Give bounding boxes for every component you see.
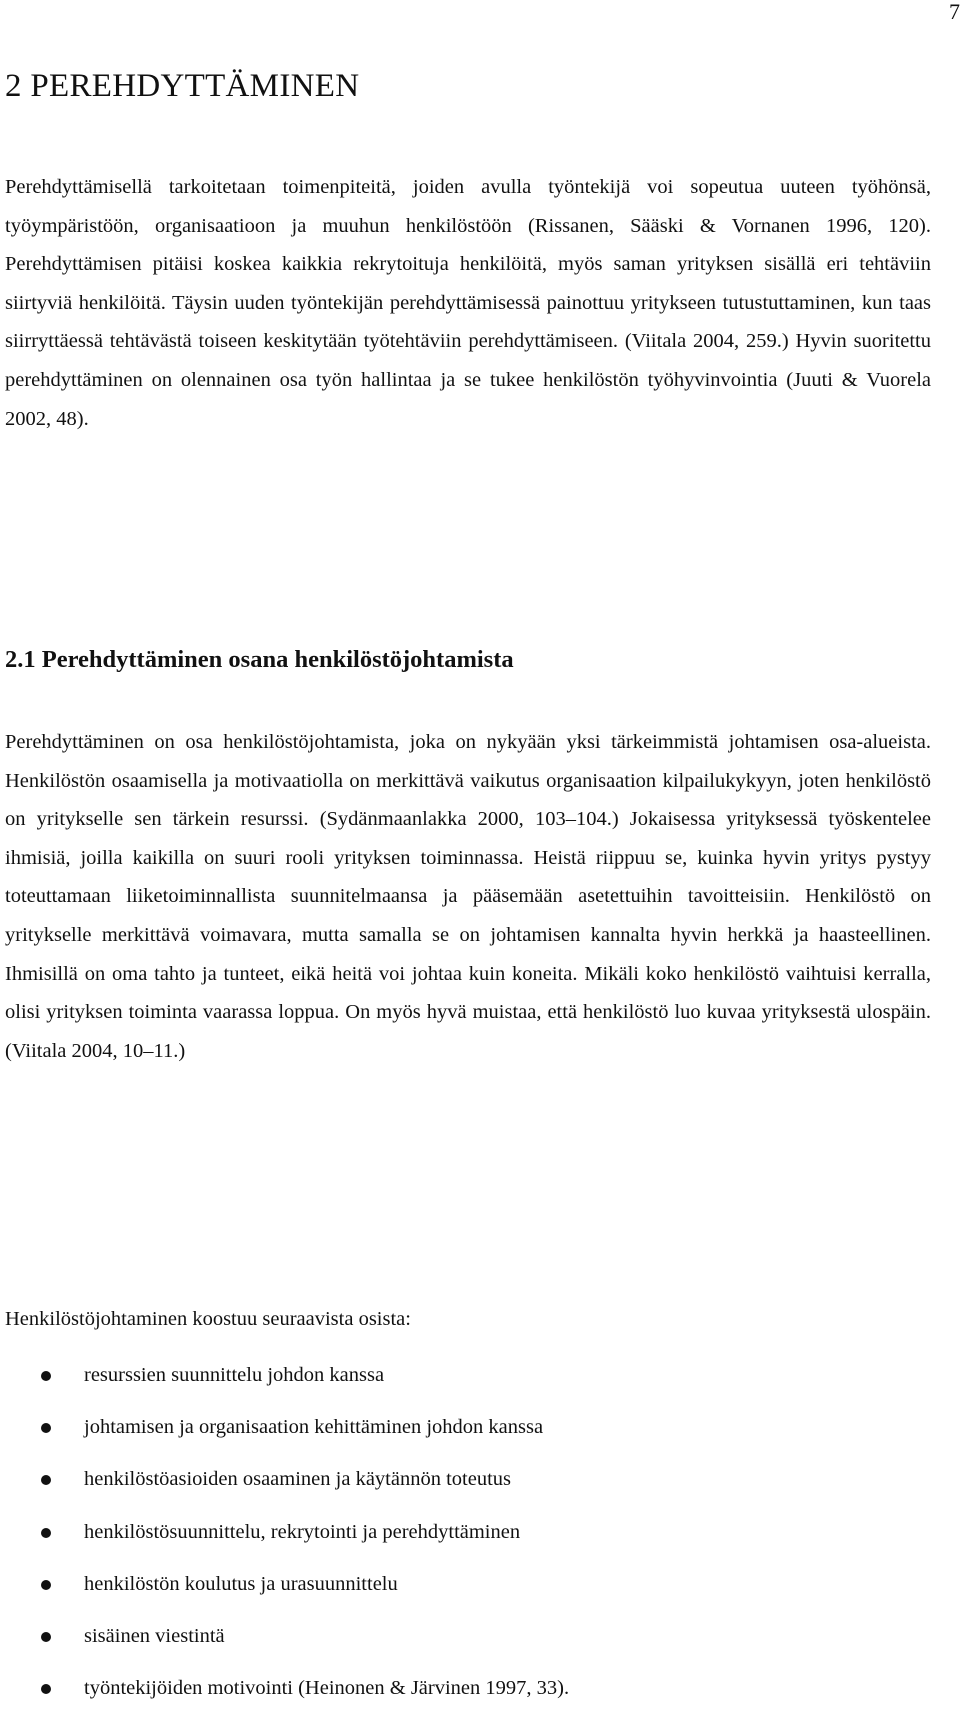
section-title: 2.1 Perehdyttäminen osana henkilöstöjohtamista — [5, 646, 514, 673]
bullet-icon — [41, 1371, 51, 1381]
list-item-text: henkilöstöasioiden osaaminen ja käytännön toteutus — [84, 1468, 511, 1491]
intro-paragraph: Perehdyttämisellä tarkoitetaan toimenpiteitä, joiden avulla työntekijä voi sopeutua uuteen työhönsä, työympäristöön, organisaatioon ja muuhun henkilöstöön (Rissanen, Sääski & Vornanen 1996, 120). Perehdyttämisen pitäisi koskea kaikkia rekrytoituja henkilöitä, myös saman yrityksen sisällä eri tehtäviin siirtyviä henkilöitä. Täysin uuden työntekijän perehdyttämisessä painottuu yritykseen tutustuttaminen, kun taas siirryttäessä tehtävästä toiseen keskitytään työtehtäviin perehdyttämiseen. (Viitala 2004, 259.) Hyvin suoritettu perehdyttäminen on olennainen osa työn hallintaa ja se tukee henkilöstön työhyvinvointia (Juuti & Vuorela 2002, 48). — [5, 176, 931, 430]
list-item — [0, 1408, 940, 1460]
section-paragraph: Perehdyttäminen on osa henkilöstöjohtamista, joka on nykyään yksi tärkeimmistä johtamisen osa-alueista. Henkilöstön osaamisella ja motivaatiolla on merkittävä vaikutus organisaation kilpailukykyyn, joten henkilöstö on yritykselle sen tärkein resurssi. (Sydänmaanlakka 2000, 103–104.) Jokaisessa yrityksessä työskentelee ihmisiä, joilla kaikilla on suuri rooli yrityksen toiminnassa. Heistä riippuu se, kuinka hyvin yritys pystyy toteuttamaan liiketoiminnallista suunnitelmaansa ja pääsemään asetettuihin tavoitteisiin. Henkilöstö on yritykselle merkittävä voimavara, mutta samalla se on johtamisen kannalta hyvin herkkä ja haasteellinen. Ihmisillä on oma tahto ja tunteet, eikä heitä voi johtaa kuin koneita. Mikäli koko henkilöstö vaihtuisi kerralla, olisi yrityksen toiminta vaarassa loppua. On myös hyvä muistaa, että henkilöstö luo kuvaa yrityksestä ulospäin. (Viitala 2004, 10–11.) — [5, 731, 931, 1062]
list-item — [0, 1356, 940, 1408]
page-number: 7 — [949, 0, 960, 24]
bullet-list — [0, 1356, 940, 1721]
list-item-text: henkilöstösuunnittelu, rekrytointi ja perehdyttäminen — [84, 1520, 521, 1543]
list-item — [0, 1669, 940, 1721]
bullet-icon — [41, 1684, 51, 1694]
chapter-title: 2 PEREHDYTTÄMINEN — [5, 68, 360, 104]
bullet-icon — [41, 1528, 51, 1538]
list-item-text: sisäinen viestintä — [84, 1624, 225, 1647]
list-item — [0, 1565, 940, 1617]
list-item — [0, 1617, 940, 1669]
list-item-text: henkilöstön koulutus ja urasuunnittelu — [84, 1572, 398, 1595]
bullet-icon — [41, 1580, 51, 1590]
list-item-text: johtamisen ja organisaation kehittäminen johdon kanssa — [84, 1416, 544, 1439]
list-intro: Henkilöstöjohtaminen koostuu seuraavista osista: — [5, 1308, 411, 1330]
list-item-text: resurssien suunnittelu johdon kanssa — [84, 1364, 385, 1386]
bullet-icon — [41, 1632, 51, 1642]
list-item-text: työntekijöiden motivointi (Heinonen & Järvinen 1997, 33). — [84, 1677, 570, 1700]
bullet-icon — [41, 1475, 51, 1485]
list-item — [0, 1460, 940, 1512]
list-item — [0, 1513, 940, 1565]
bullet-icon — [41, 1423, 51, 1433]
